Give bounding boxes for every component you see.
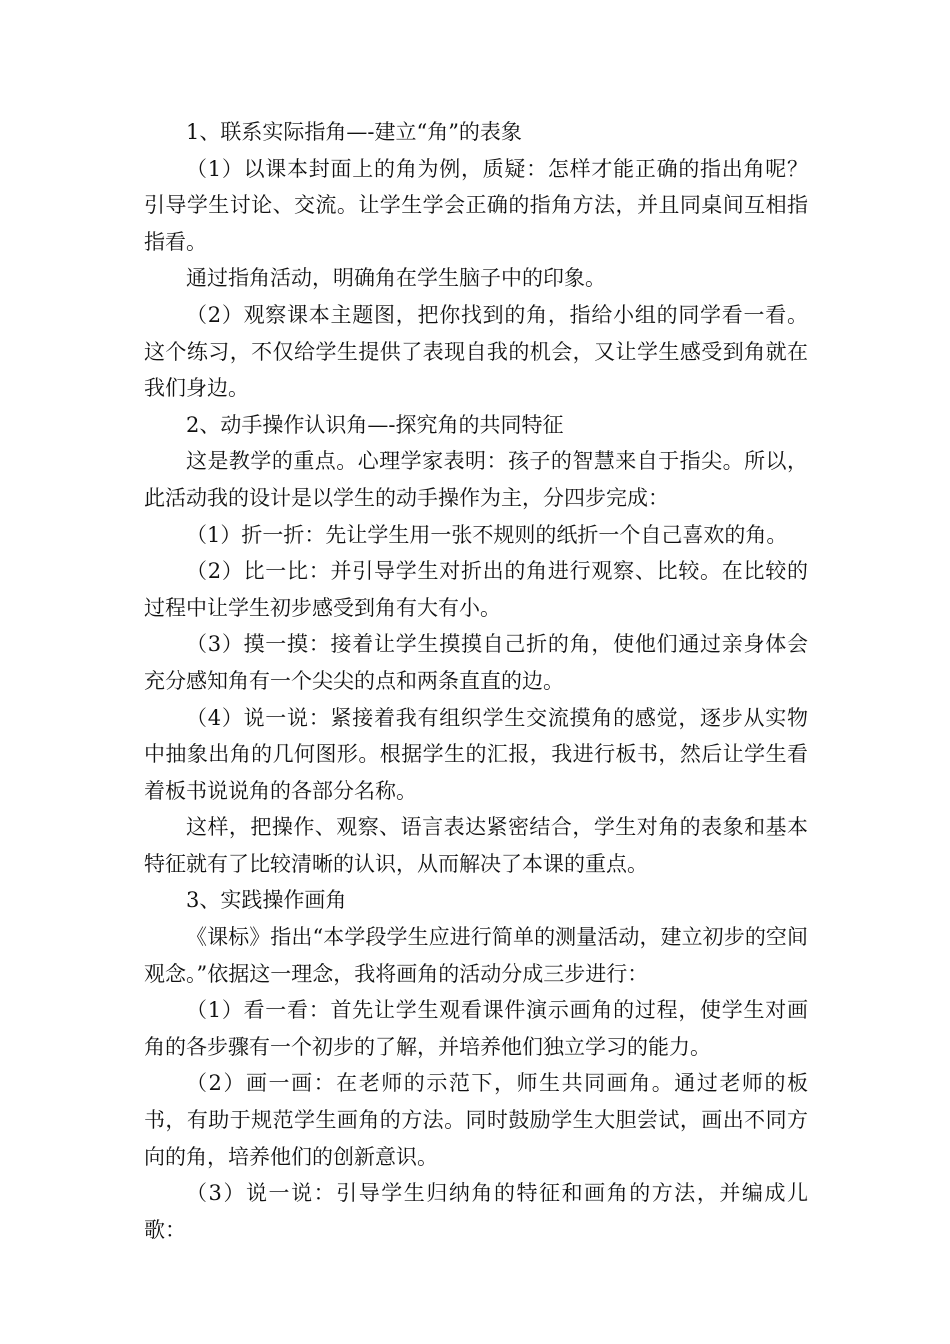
paragraph: （1）折一折：先让学生用一张不规则的纸折一个自己喜欢的角。	[186, 522, 788, 547]
paragraph: 《课标》指出“本学段学生应进行简单的测量活动，建立初步的空间观念。”依据这一理念，我将画角的活动分成三步进行：	[144, 925, 808, 986]
heading-3: 3、实践操作画角	[186, 888, 347, 913]
paragraph: （2）画一画：在老师的示范下，师生共同画角。通过老师的板书，有助于规范学生画角的方法。同时鼓励学生大胆尝试，画出不同方向的角，培养他们的创新意识。	[144, 1071, 808, 1169]
document-body	[144, 114, 808, 1248]
paragraph: （4）说一说：紧接着我有组织学生交流摸角的感觉，逐步从实物中抽象出角的几何图形。根据学生的汇报，我进行板书，然后让学生看着板书说说角的各部分名称。	[144, 705, 808, 803]
paragraph: （3）摸一摸：接着让学生摸摸自己折的角，使他们通过亲身体会充分感知角有一个尖尖的点和两条直直的边。	[144, 632, 808, 693]
paragraph: （1）以课本封面上的角为例，质疑：怎样才能正确的指出角呢？引导学生讨论、交流。让学生学会正确的指角方法，并且同桌间互相指指看。	[144, 156, 808, 254]
paragraph: 这样，把操作、观察、语言表达紧密结合，学生对角的表象和基本特征就有了比较清晰的认识，从而解决了本课的重点。	[144, 815, 808, 876]
heading-1: 1、联系实际指角—-建立“角”的表象	[186, 120, 522, 144]
paragraph: （2）观察课本主题图，把你找到的角，指给小组的同学看一看。这个练习，不仅给学生提供了表现自我的机会，又让学生感受到角就在我们身边。	[144, 302, 808, 401]
paragraph: （3）说一说：引导学生归纳角的特征和画角的方法，并编成儿歌：	[144, 1181, 808, 1242]
paragraph: （2）比一比：并引导学生对折出的角进行观察、比较。在比较的过程中让学生初步感受到角有大有小。	[144, 559, 808, 620]
heading-2: 2、动手操作认识角—-探究角的共同特征	[186, 412, 564, 437]
paragraph: 通过指角活动，明确角在学生脑子中的印象。	[186, 266, 606, 291]
paragraph: 这是教学的重点。心理学家表明：孩子的智慧来自于指尖。所以，此活动我的设计是以学生的动手操作为主，分四步完成：	[144, 449, 808, 510]
paragraph: （1）看一看：首先让学生观看课件演示画角的过程，使学生对画角的各步骤有一个初步的了解，并培养他们独立学习的能力。	[144, 998, 808, 1059]
